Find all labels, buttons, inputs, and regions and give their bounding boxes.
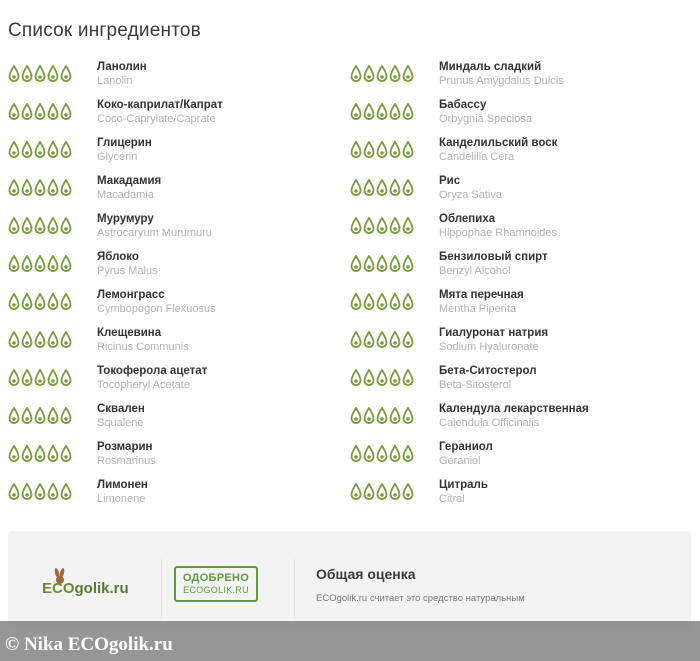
leaf-drop-icon: [389, 369, 401, 387]
ingredient-rating: [350, 141, 414, 159]
leaf-drop-icon: [402, 369, 414, 387]
leaf-drop-icon: [60, 331, 72, 349]
leaf-drop-icon: [402, 445, 414, 463]
ingredient-name: Яблоко: [97, 251, 139, 263]
leaf-drop-icon: [350, 141, 362, 159]
ingredient-latin-name: Macadamia: [97, 189, 154, 201]
ingredient-row[interactable]: [8, 402, 348, 440]
ingredient-latin-name: Astrocaryum Murumuru: [97, 227, 212, 239]
ingredient-name: Гиалуронат натрия: [439, 327, 549, 339]
ingredient-rating: [8, 445, 72, 463]
leaf-drop-icon: [8, 483, 20, 501]
leaf-drop-icon: [363, 103, 375, 121]
leaf-drop-icon: [21, 217, 33, 235]
ingredient-latin-name: Lanolin: [97, 75, 133, 87]
ingredients-column-left: [8, 60, 348, 516]
ingredient-name: Миндаль сладкий: [439, 61, 542, 73]
leaf-drop-icon: [47, 369, 59, 387]
ingredient-latin-name: Mentha Piperita: [439, 303, 517, 315]
leaf-drop-icon: [8, 65, 20, 83]
leaf-drop-icon: [363, 141, 375, 159]
ingredient-rating: [8, 293, 72, 311]
leaf-drop-icon: [21, 293, 33, 311]
leaf-drop-icon: [389, 179, 401, 197]
ingredients-title: Список ингредиентов: [8, 20, 201, 41]
ingredient-row[interactable]: [350, 326, 690, 364]
ingredient-row[interactable]: [350, 136, 690, 174]
ingredient-rating: [350, 217, 414, 235]
leaf-drop-icon: [21, 103, 33, 121]
ingredient-latin-name: Limonene: [97, 493, 146, 505]
ingredient-row[interactable]: [8, 212, 348, 250]
leaf-drop-icon: [34, 369, 46, 387]
ingredient-latin-name: Beta-Sitosterol: [439, 379, 512, 391]
leaf-drop-icon: [47, 445, 59, 463]
leaf-drop-icon: [47, 255, 59, 273]
approved-stamp: [174, 566, 258, 602]
leaf-drop-icon: [389, 331, 401, 349]
ingredient-name: Макадамия: [97, 175, 162, 187]
leaf-drop-icon: [8, 445, 20, 463]
ingredient-name: Цитраль: [439, 479, 488, 491]
ingredient-row[interactable]: [350, 60, 690, 98]
leaf-drop-icon: [60, 179, 72, 197]
ingredient-latin-name: Hippophae Rhamnoides: [439, 227, 558, 239]
leaf-drop-icon: [402, 293, 414, 311]
leaf-drop-icon: [34, 483, 46, 501]
leaf-drop-icon: [363, 65, 375, 83]
leaf-drop-icon: [376, 103, 388, 121]
leaf-drop-icon: [350, 217, 362, 235]
ingredient-rating: [350, 331, 414, 349]
leaf-drop-icon: [60, 407, 72, 425]
leaf-drop-icon: [34, 217, 46, 235]
leaf-drop-icon: [389, 217, 401, 235]
ingredient-rating: [350, 65, 414, 83]
leaf-drop-icon: [47, 103, 59, 121]
leaf-drop-icon: [21, 255, 33, 273]
leaf-drop-icon: [376, 445, 388, 463]
ingredient-latin-name: Pyrus Malus: [97, 265, 158, 277]
ingredient-name: Сквален: [97, 403, 145, 415]
leaf-drop-icon: [8, 331, 20, 349]
ingredient-name: Лимонен: [97, 479, 148, 491]
ingredient-rating: [8, 103, 72, 121]
watermark-text: © Nika ECOgolik.ru: [5, 634, 173, 655]
leaf-drop-icon: [350, 331, 362, 349]
ingredient-name: Розмарин: [97, 441, 153, 453]
leaf-drop-icon: [8, 141, 20, 159]
ingredient-row[interactable]: [8, 364, 348, 402]
ingredient-latin-name: Glycerin: [97, 151, 138, 163]
leaf-drop-icon: [363, 407, 375, 425]
ingredient-latin-name: Prunus Amygdalus Dulcis: [439, 75, 564, 87]
leaf-drop-icon: [363, 483, 375, 501]
leaf-drop-icon: [389, 255, 401, 273]
leaf-drop-icon: [21, 65, 33, 83]
ingredient-latin-name: Citral: [439, 493, 465, 505]
leaf-drop-icon: [402, 141, 414, 159]
leaf-drop-icon: [389, 407, 401, 425]
ingredients-column-right: [350, 60, 690, 516]
leaf-drop-icon: [350, 369, 362, 387]
leaf-drop-icon: [376, 407, 388, 425]
stamp-text: ОДОБРЕНО: [182, 572, 250, 584]
leaf-drop-icon: [21, 407, 33, 425]
leaf-drop-icon: [21, 483, 33, 501]
leaf-drop-icon: [47, 141, 59, 159]
leaf-drop-icon: [8, 103, 20, 121]
ingredient-rating: [8, 217, 72, 235]
leaf-drop-icon: [34, 255, 46, 273]
logo-text: ECOgolik.ru: [42, 580, 129, 597]
leaf-drop-icon: [350, 445, 362, 463]
leaf-drop-icon: [21, 141, 33, 159]
leaf-drop-icon: [8, 293, 20, 311]
ingredient-name: Клещевина: [97, 327, 162, 339]
leaf-drop-icon: [350, 179, 362, 197]
leaf-drop-icon: [402, 65, 414, 83]
leaf-drop-icon: [60, 369, 72, 387]
leaf-drop-icon: [34, 103, 46, 121]
leaf-drop-icon: [60, 65, 72, 83]
ingredient-name: Канделильский воск: [439, 137, 558, 149]
leaf-drop-icon: [34, 179, 46, 197]
ingredient-name: Календула лекарственная: [439, 403, 589, 415]
divider: [161, 559, 162, 619]
leaf-drop-icon: [60, 217, 72, 235]
ingredient-row[interactable]: [350, 288, 690, 326]
ingredient-row[interactable]: [350, 174, 690, 212]
ingredient-rating: [8, 255, 72, 273]
leaf-drop-icon: [34, 141, 46, 159]
ingredient-row[interactable]: [8, 440, 348, 478]
leaf-drop-icon: [376, 65, 388, 83]
ingredient-latin-name: Ricinus Communis: [97, 341, 189, 353]
leaf-drop-icon: [8, 255, 20, 273]
leaf-drop-icon: [376, 483, 388, 501]
leaf-drop-icon: [60, 483, 72, 501]
divider: [294, 559, 295, 619]
leaf-drop-icon: [34, 407, 46, 425]
leaf-drop-icon: [389, 293, 401, 311]
ingredient-rating: [350, 179, 414, 197]
ingredient-row[interactable]: [350, 98, 690, 136]
leaf-drop-icon: [8, 407, 20, 425]
ingredient-rating: [8, 65, 72, 83]
leaf-drop-icon: [363, 369, 375, 387]
leaf-drop-icon: [363, 293, 375, 311]
ingredient-name: Мурумуру: [97, 213, 154, 225]
ingredient-name: Облепиха: [439, 213, 496, 225]
ingredient-latin-name: Geraniol: [439, 455, 481, 467]
leaf-drop-icon: [21, 369, 33, 387]
leaf-drop-icon: [47, 407, 59, 425]
ingredient-name: Гераниол: [439, 441, 493, 453]
verdict-title: Общая оценка: [316, 566, 416, 582]
leaf-drop-icon: [60, 445, 72, 463]
leaf-drop-icon: [60, 255, 72, 273]
ingredient-rating: [8, 369, 72, 387]
leaf-drop-icon: [60, 141, 72, 159]
ingredient-latin-name: Calendula Officinalis: [439, 417, 540, 429]
leaf-drop-icon: [350, 65, 362, 83]
leaf-drop-icon: [376, 293, 388, 311]
ingredient-name: Коко-каприлат/Капрат: [97, 99, 223, 111]
ingredient-rating: [350, 103, 414, 121]
leaf-drop-icon: [47, 293, 59, 311]
leaf-drop-icon: [350, 407, 362, 425]
leaf-drop-icon: [376, 369, 388, 387]
ingredient-row[interactable]: [8, 98, 348, 136]
leaf-drop-icon: [350, 293, 362, 311]
ingredient-rating: [8, 179, 72, 197]
leaf-drop-icon: [8, 217, 20, 235]
leaf-drop-icon: [402, 483, 414, 501]
ingredient-latin-name: Rosmarinus: [97, 455, 156, 467]
ingredient-row[interactable]: [350, 250, 690, 288]
leaf-drop-icon: [47, 331, 59, 349]
leaf-drop-icon: [402, 103, 414, 121]
ingredient-rating: [350, 255, 414, 273]
ingredient-latin-name: Coco-Caprylate/Caprate: [97, 113, 216, 125]
leaf-drop-icon: [60, 293, 72, 311]
leaf-drop-icon: [389, 445, 401, 463]
leaf-drop-icon: [21, 331, 33, 349]
leaf-drop-icon: [47, 217, 59, 235]
leaf-drop-icon: [389, 65, 401, 83]
ingredient-name: Мята перечная: [439, 289, 524, 301]
ingredient-name: Бабассу: [439, 99, 487, 111]
ingredient-name: Бета-Ситостерол: [439, 365, 537, 377]
leaf-drop-icon: [363, 255, 375, 273]
ingredient-row[interactable]: [8, 136, 348, 174]
ingredient-latin-name: Cymbopogon Flexuosus: [97, 303, 216, 315]
ingredient-rating: [350, 369, 414, 387]
leaf-drop-icon: [47, 483, 59, 501]
ingredient-name: Лемонграсс: [97, 289, 165, 301]
leaf-drop-icon: [34, 331, 46, 349]
ingredient-row[interactable]: [350, 440, 690, 478]
ingredient-row[interactable]: [8, 478, 348, 516]
ingredient-row[interactable]: [8, 250, 348, 288]
verdict-panel: [8, 531, 691, 629]
ingredient-latin-name: Orbygnia Speciosa: [439, 113, 532, 125]
leaf-drop-icon: [402, 217, 414, 235]
ingredient-latin-name: Tocopheryl Acetate: [97, 379, 190, 391]
leaf-drop-icon: [60, 103, 72, 121]
ingredient-rating: [8, 407, 72, 425]
ecogolik-logo[interactable]: [38, 567, 138, 601]
ingredient-rating: [8, 141, 72, 159]
leaf-drop-icon: [363, 179, 375, 197]
ingredient-latin-name: Squalene: [97, 417, 144, 429]
ingredient-row[interactable]: [8, 174, 348, 212]
leaf-drop-icon: [402, 179, 414, 197]
ingredient-rating: [350, 483, 414, 501]
leaf-drop-icon: [363, 445, 375, 463]
ingredient-rating: [8, 483, 72, 501]
ingredient-name: Бензиловый спирт: [439, 251, 548, 263]
leaf-drop-icon: [350, 483, 362, 501]
ingredient-name: Ланолин: [97, 61, 147, 73]
leaf-drop-icon: [8, 369, 20, 387]
leaf-drop-icon: [376, 179, 388, 197]
verdict-text: ECOgolik.ru считает это средство натуральным: [316, 593, 525, 604]
ingredient-name: Рис: [439, 175, 461, 187]
ingredient-name: Глицерин: [97, 137, 152, 149]
ingredient-latin-name: Candelilla Cera: [439, 151, 515, 163]
ingredient-row[interactable]: [350, 402, 690, 440]
leaf-drop-icon: [376, 217, 388, 235]
leaf-drop-icon: [350, 103, 362, 121]
leaf-drop-icon: [363, 217, 375, 235]
ingredient-row[interactable]: [350, 364, 690, 402]
leaf-drop-icon: [389, 103, 401, 121]
ingredient-row[interactable]: [8, 326, 348, 364]
ingredient-latin-name: Oryza Sativa: [439, 189, 502, 201]
ingredient-rating: [350, 407, 414, 425]
leaf-drop-icon: [21, 445, 33, 463]
ingredient-rating: [8, 331, 72, 349]
leaf-drop-icon: [350, 255, 362, 273]
leaf-drop-icon: [389, 483, 401, 501]
leaf-drop-icon: [34, 445, 46, 463]
leaf-drop-icon: [376, 255, 388, 273]
leaf-drop-icon: [389, 141, 401, 159]
copyright-watermark: [0, 621, 700, 661]
leaf-drop-icon: [376, 331, 388, 349]
ingredient-name: Токоферола ацетат: [97, 365, 208, 377]
leaf-drop-icon: [8, 179, 20, 197]
ingredient-latin-name: Benzyl Alcohol: [439, 265, 511, 277]
ingredient-row[interactable]: [8, 60, 348, 98]
leaf-drop-icon: [34, 293, 46, 311]
leaf-drop-icon: [402, 255, 414, 273]
ingredient-row[interactable]: [350, 212, 690, 250]
ingredient-row[interactable]: [350, 478, 690, 516]
leaf-drop-icon: [34, 65, 46, 83]
stamp-subtext: ECOGOLIK.RU: [183, 585, 249, 595]
leaf-drop-icon: [363, 331, 375, 349]
leaf-drop-icon: [402, 331, 414, 349]
leaf-drop-icon: [21, 179, 33, 197]
ingredient-rating: [350, 445, 414, 463]
ingredient-row[interactable]: [8, 288, 348, 326]
leaf-drop-icon: [47, 179, 59, 197]
ingredient-latin-name: Sodium Hyaluronate: [439, 341, 539, 353]
leaf-drop-icon: [376, 141, 388, 159]
leaf-drop-icon: [402, 407, 414, 425]
leaf-drop-icon: [47, 65, 59, 83]
ingredient-rating: [350, 293, 414, 311]
